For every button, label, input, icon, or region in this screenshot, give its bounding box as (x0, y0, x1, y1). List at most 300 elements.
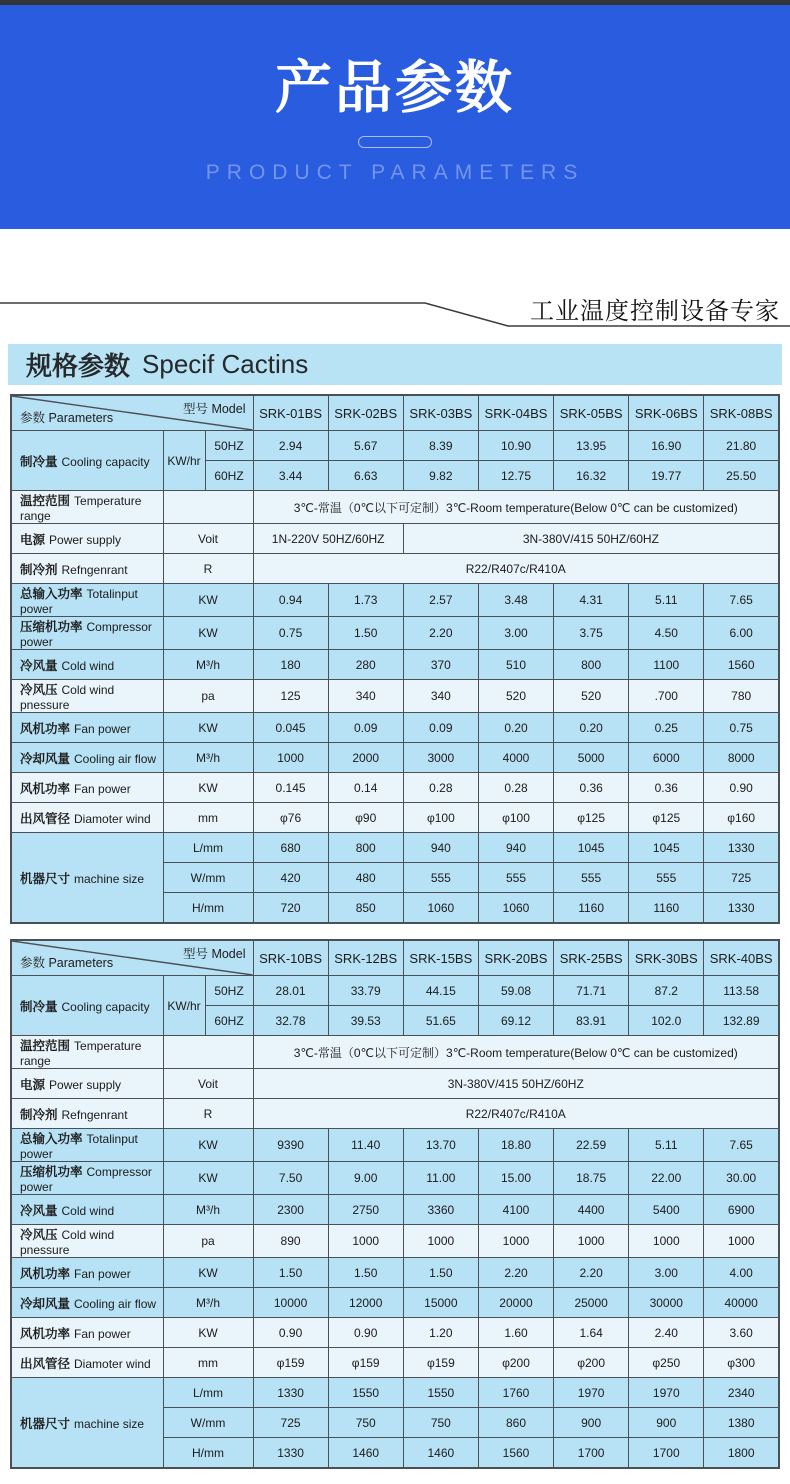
value-cell: φ100 (478, 803, 553, 833)
value-cell: 1000 (328, 1225, 403, 1258)
value-cell: 16.90 (629, 431, 704, 461)
param-label-en: Totalinput power (20, 587, 138, 616)
value-cell: 0.09 (328, 713, 403, 743)
param-label-cell (11, 833, 163, 924)
table-row (11, 1288, 779, 1318)
param-label-cell (11, 976, 163, 1036)
dimension-unit-cell: W/mm (163, 863, 253, 893)
value-cell: 5.11 (629, 1129, 704, 1162)
param-label-en: Power supply (49, 532, 122, 547)
value-cell: 1460 (403, 1438, 478, 1469)
unit-cell: R (163, 554, 253, 584)
value-cell: 3.75 (554, 617, 629, 650)
param-label-en: Cooling air flow (74, 1296, 157, 1311)
value-cell: 2.57 (403, 584, 478, 617)
value-cell: 520 (554, 680, 629, 713)
param-label-en: Refngenrant (61, 562, 128, 577)
table-row (11, 976, 779, 1006)
value-cell: 3.60 (704, 1318, 779, 1348)
section-title-zh: 规格参数 (26, 351, 131, 381)
param-label-cell (11, 1225, 163, 1258)
value-cell: 9.82 (403, 461, 478, 491)
param-label-zh: 电源 (20, 532, 46, 547)
table-row (11, 617, 779, 650)
unit-cell (163, 1036, 253, 1069)
value-cell: 6000 (629, 743, 704, 773)
value-cell: 555 (478, 863, 553, 893)
product-parameters-banner (0, 5, 790, 229)
model-header-cell: SRK-03BS (403, 395, 478, 431)
value-cell: 7.65 (704, 584, 779, 617)
param-label-en: Temperature range (20, 494, 142, 523)
value-cell: 9390 (253, 1129, 328, 1162)
param-label-cell (11, 1099, 163, 1129)
value-cell: 4100 (478, 1195, 553, 1225)
param-label-cell (11, 1318, 163, 1348)
value-cell: 1045 (629, 833, 704, 863)
value-cell: 25.50 (704, 461, 779, 491)
param-label-cell (11, 650, 163, 680)
value-cell: 725 (704, 863, 779, 893)
table-row (11, 431, 779, 461)
dimension-unit-cell: L/mm (163, 833, 253, 863)
param-model-header-cell (11, 940, 253, 976)
unit-cell: pa (163, 1225, 253, 1258)
value-cell: 11.00 (403, 1162, 478, 1195)
value-cell: 1.50 (403, 1258, 478, 1288)
value-cell: φ125 (554, 803, 629, 833)
unit-cell: KW (163, 773, 253, 803)
value-cell: .700 (629, 680, 704, 713)
table-row (11, 1195, 779, 1225)
param-label-zh: 制冷剂 (20, 562, 58, 577)
page-title: 产品参数 (275, 56, 515, 120)
param-label-cell (11, 1288, 163, 1318)
param-label-cell (11, 1378, 163, 1469)
value-cell: 16.32 (554, 461, 629, 491)
table-row (11, 1036, 779, 1069)
param-label-en: Cooling capacity (61, 454, 150, 469)
value-cell: 340 (403, 680, 478, 713)
param-label-zh: 冷风量 (20, 658, 58, 673)
value-cell: 3.48 (478, 584, 553, 617)
value-cell: φ125 (629, 803, 704, 833)
param-label-en: Compressor power (20, 620, 152, 649)
param-label-zh: 机器尺寸 (20, 871, 71, 886)
param-label-en: Cold wind pnessure (20, 683, 115, 712)
value-cell: 20000 (478, 1288, 553, 1318)
param-model-header-cell (11, 395, 253, 431)
value-cell: 1700 (554, 1438, 629, 1469)
table-row (11, 491, 779, 524)
value-cell: 0.145 (253, 773, 328, 803)
dimension-unit-cell: W/mm (163, 1408, 253, 1438)
value-cell: φ159 (253, 1348, 328, 1378)
value-cell: 1000 (629, 1225, 704, 1258)
company-tagline: 工业温度控制设备专家 (530, 298, 780, 325)
model-header-cell: SRK-01BS (253, 395, 328, 431)
param-label-en: Cold wind pnessure (20, 1228, 115, 1257)
value-cell: 13.70 (403, 1129, 478, 1162)
value-cell: 1.20 (403, 1318, 478, 1348)
param-label-en: Temperature range (20, 1039, 142, 1068)
table-row (11, 650, 779, 680)
value-cell: 0.045 (253, 713, 328, 743)
param-label-cell (11, 773, 163, 803)
value-cell: 725 (253, 1408, 328, 1438)
param-label-zh: 风机功率 (20, 1326, 71, 1341)
value-cell: 0.94 (253, 584, 328, 617)
value-cell: 5400 (629, 1195, 704, 1225)
value-cell: 39.53 (328, 1006, 403, 1036)
param-header-label: 参数 Parameters (20, 956, 114, 970)
value-cell: 5.11 (629, 584, 704, 617)
unit-cell: KW (163, 1318, 253, 1348)
value-cell: 2000 (328, 743, 403, 773)
value-cell: 1.60 (478, 1318, 553, 1348)
value-cell: 3.44 (253, 461, 328, 491)
value-cell: 3.00 (629, 1258, 704, 1288)
value-cell: 750 (403, 1408, 478, 1438)
table-row (11, 1378, 779, 1408)
merged-value-cell: R22/R407c/R410A (253, 1099, 779, 1129)
value-cell: 520 (478, 680, 553, 713)
value-cell: 2340 (704, 1378, 779, 1408)
value-cell: 420 (253, 863, 328, 893)
param-label-zh: 总输入功率 (20, 587, 83, 601)
model-header-cell: SRK-15BS (403, 940, 478, 976)
param-label-en: machine size (74, 871, 145, 886)
merged-value-cell: R22/R407c/R410A (253, 554, 779, 584)
unit-cell: KW/hr (163, 976, 205, 1036)
value-cell: 0.28 (403, 773, 478, 803)
unit-cell: M³/h (163, 1288, 253, 1318)
param-label-zh: 冷却风量 (20, 751, 71, 766)
unit-cell: M³/h (163, 743, 253, 773)
value-cell: 1.50 (328, 1258, 403, 1288)
freq-cell: 50HZ (205, 431, 253, 461)
param-label-en: Power supply (49, 1077, 122, 1092)
param-label-zh: 电源 (20, 1077, 46, 1092)
spec-table-1 (10, 394, 780, 924)
unit-cell: M³/h (163, 650, 253, 680)
unit-cell: Voit (163, 524, 253, 554)
unit-cell: pa (163, 680, 253, 713)
param-label-zh: 出风管径 (20, 811, 71, 826)
value-cell: 2.20 (554, 1258, 629, 1288)
value-cell: 5.67 (328, 431, 403, 461)
value-cell: 40000 (704, 1288, 779, 1318)
value-cell: 1560 (704, 650, 779, 680)
value-cell: 125 (253, 680, 328, 713)
param-label-cell (11, 743, 163, 773)
value-cell: 860 (478, 1408, 553, 1438)
value-cell: 1.64 (554, 1318, 629, 1348)
value-cell: 800 (554, 650, 629, 680)
value-cell: 1045 (554, 833, 629, 863)
value-cell: 480 (328, 863, 403, 893)
value-cell: 7.65 (704, 1129, 779, 1162)
unit-cell: R (163, 1099, 253, 1129)
table-row (11, 554, 779, 584)
value-cell: 1550 (328, 1378, 403, 1408)
value-cell: 13.95 (554, 431, 629, 461)
value-cell: 2.40 (629, 1318, 704, 1348)
model-header-label: 型号 Model (182, 402, 246, 416)
value-cell: 30000 (629, 1288, 704, 1318)
value-cell: 890 (253, 1225, 328, 1258)
freq-cell: 60HZ (205, 1006, 253, 1036)
freq-cell: 60HZ (205, 461, 253, 491)
param-label-en: Fan power (74, 781, 131, 796)
table-row (11, 773, 779, 803)
table-row (11, 803, 779, 833)
value-cell: 1330 (704, 893, 779, 924)
unit-cell: KW (163, 1129, 253, 1162)
value-cell: 180 (253, 650, 328, 680)
spec-table-2 (10, 939, 780, 1469)
param-label-zh: 总输入功率 (20, 1132, 83, 1146)
value-cell: 2.94 (253, 431, 328, 461)
value-cell: 22.59 (554, 1129, 629, 1162)
param-label-zh: 冷风量 (20, 1203, 58, 1218)
value-cell: φ100 (403, 803, 478, 833)
param-label-en: Cold wind (61, 1203, 115, 1218)
table-row (11, 395, 779, 431)
param-label-en: Fan power (74, 1326, 131, 1341)
param-label-zh: 风机功率 (20, 721, 71, 736)
value-cell: 0.25 (629, 713, 704, 743)
value-cell: 1000 (403, 1225, 478, 1258)
param-label-en: Diamoter wind (74, 811, 151, 826)
param-label-en: Compressor power (20, 1165, 152, 1194)
value-cell: 1330 (253, 1378, 328, 1408)
value-cell: 1160 (629, 893, 704, 924)
spec-tables-container (10, 394, 780, 1469)
value-cell: 1000 (253, 743, 328, 773)
pill-ornament (358, 136, 432, 148)
table-row (11, 680, 779, 713)
value-cell: 21.80 (704, 431, 779, 461)
model-header-label: 型号 Model (182, 947, 246, 961)
value-cell: 102.0 (629, 1006, 704, 1036)
value-cell: 1060 (478, 893, 553, 924)
value-cell: 15.00 (478, 1162, 553, 1195)
value-cell: 0.28 (478, 773, 553, 803)
model-header-cell: SRK-08BS (704, 395, 779, 431)
param-label-cell (11, 617, 163, 650)
table-row (11, 1225, 779, 1258)
value-cell: 4400 (554, 1195, 629, 1225)
param-label-zh: 冷风压 (20, 1228, 58, 1242)
value-cell: 280 (328, 650, 403, 680)
value-cell: 0.20 (478, 713, 553, 743)
value-cell: 0.90 (704, 773, 779, 803)
value-cell: 7.50 (253, 1162, 328, 1195)
value-cell: 0.75 (253, 617, 328, 650)
model-header-cell: SRK-04BS (478, 395, 553, 431)
value-cell: 18.75 (554, 1162, 629, 1195)
table-row (11, 1069, 779, 1099)
section-title-en: Specif Cactins (142, 349, 309, 379)
value-cell: φ300 (704, 1348, 779, 1378)
unit-cell: mm (163, 803, 253, 833)
value-cell: 4.50 (629, 617, 704, 650)
param-label-cell (11, 803, 163, 833)
dimension-unit-cell: H/mm (163, 893, 253, 924)
model-header-cell: SRK-05BS (554, 395, 629, 431)
unit-cell: KW (163, 1162, 253, 1195)
table-row (11, 833, 779, 863)
value-cell: 1560 (478, 1438, 553, 1469)
param-label-en: Totalinput power (20, 1132, 138, 1161)
value-cell: 0.20 (554, 713, 629, 743)
model-header-cell: SRK-02BS (328, 395, 403, 431)
divider-zone (0, 229, 790, 344)
param-label-en: Diamoter wind (74, 1356, 151, 1371)
value-cell: 370 (403, 650, 478, 680)
param-label-cell (11, 554, 163, 584)
table-row (11, 1318, 779, 1348)
value-cell: 3360 (403, 1195, 478, 1225)
param-label-zh: 风机功率 (20, 781, 71, 796)
value-cell: 1060 (403, 893, 478, 924)
value-cell: 10.90 (478, 431, 553, 461)
value-cell: 5000 (554, 743, 629, 773)
value-cell: 1330 (704, 833, 779, 863)
value-cell: 1000 (554, 1225, 629, 1258)
value-cell: 44.15 (403, 976, 478, 1006)
value-cell: 4.00 (704, 1258, 779, 1288)
page-subtitle: PRODUCT PARAMETERS (205, 160, 585, 184)
table-row (11, 1348, 779, 1378)
value-cell: φ200 (478, 1348, 553, 1378)
param-label-zh: 制冷量 (20, 454, 58, 469)
value-cell: 10000 (253, 1288, 328, 1318)
unit-cell: Voit (163, 1069, 253, 1099)
param-label-zh: 机器尺寸 (20, 1416, 71, 1431)
value-cell: φ160 (704, 803, 779, 833)
value-cell: 4.31 (554, 584, 629, 617)
value-cell: 15000 (403, 1288, 478, 1318)
param-label-cell (11, 431, 163, 491)
param-label-cell (11, 680, 163, 713)
freq-cell: 50HZ (205, 976, 253, 1006)
value-cell: 850 (328, 893, 403, 924)
param-label-zh: 温控范围 (20, 1039, 71, 1053)
param-label-en: Refngenrant (61, 1107, 128, 1122)
table-row (11, 1129, 779, 1162)
value-cell: 19.77 (629, 461, 704, 491)
param-label-cell (11, 1162, 163, 1195)
value-cell: 30.00 (704, 1162, 779, 1195)
value-cell: 555 (629, 863, 704, 893)
model-header-cell: SRK-12BS (328, 940, 403, 976)
value-cell: 680 (253, 833, 328, 863)
value-cell: 0.14 (328, 773, 403, 803)
value-cell: 4000 (478, 743, 553, 773)
value-cell: 6900 (704, 1195, 779, 1225)
value-cell: 3000 (403, 743, 478, 773)
unit-cell: KW (163, 584, 253, 617)
param-label-cell (11, 524, 163, 554)
model-header-cell: SRK-06BS (629, 395, 704, 431)
value-cell: 1700 (629, 1438, 704, 1469)
table-row (11, 584, 779, 617)
value-cell: 83.91 (554, 1006, 629, 1036)
param-label-cell (11, 1195, 163, 1225)
param-label-en: Cooling capacity (61, 999, 150, 1014)
value-cell: 8000 (704, 743, 779, 773)
value-cell: 555 (554, 863, 629, 893)
value-cell: 780 (704, 680, 779, 713)
value-cell: 22.00 (629, 1162, 704, 1195)
param-label-zh: 制冷剂 (20, 1107, 58, 1122)
dimension-unit-cell: L/mm (163, 1378, 253, 1408)
value-cell: 510 (478, 650, 553, 680)
param-label-en: Cooling air flow (74, 751, 157, 766)
param-label-cell (11, 713, 163, 743)
param-label-cell (11, 491, 163, 524)
value-cell: 33.79 (328, 976, 403, 1006)
value-cell: 1000 (478, 1225, 553, 1258)
value-cell: 1.73 (328, 584, 403, 617)
value-cell: 1550 (403, 1378, 478, 1408)
value-cell: 1380 (704, 1408, 779, 1438)
value-cell: 0.90 (328, 1318, 403, 1348)
model-header-cell: SRK-40BS (704, 940, 779, 976)
param-label-zh: 冷却风量 (20, 1296, 71, 1311)
value-cell: φ159 (403, 1348, 478, 1378)
value-cell: 1160 (554, 893, 629, 924)
value-cell: 2.20 (478, 1258, 553, 1288)
stepped-divider-line (0, 229, 790, 344)
table-row (11, 524, 779, 554)
value-cell: 28.01 (253, 976, 328, 1006)
value-cell: 59.08 (478, 976, 553, 1006)
value-cell: 132.89 (704, 1006, 779, 1036)
value-cell: 0.90 (253, 1318, 328, 1348)
value-cell: 800 (328, 833, 403, 863)
model-header-cell: SRK-10BS (253, 940, 328, 976)
value-cell: 12.75 (478, 461, 553, 491)
param-label-zh: 风机功率 (20, 1266, 71, 1281)
merged-value-cell: 3N-380V/415 50HZ/60HZ (253, 1069, 779, 1099)
value-cell: 1970 (629, 1378, 704, 1408)
param-label-cell (11, 584, 163, 617)
unit-cell: KW/hr (163, 431, 205, 491)
table-row (11, 1099, 779, 1129)
table-row (11, 1162, 779, 1195)
table-row (11, 1258, 779, 1288)
value-cell: 1460 (328, 1438, 403, 1469)
value-cell: φ250 (629, 1348, 704, 1378)
model-header-cell: SRK-30BS (629, 940, 704, 976)
value-cell: φ159 (328, 1348, 403, 1378)
value-cell: 1.50 (328, 617, 403, 650)
model-header-cell: SRK-20BS (478, 940, 553, 976)
value-cell: 0.75 (704, 713, 779, 743)
value-cell: 1330 (253, 1438, 328, 1469)
param-label-zh: 冷风压 (20, 683, 58, 697)
value-cell: 6.63 (328, 461, 403, 491)
value-cell: 2750 (328, 1195, 403, 1225)
value-cell: 3.00 (478, 617, 553, 650)
value-cell: φ200 (554, 1348, 629, 1378)
table-row (11, 743, 779, 773)
value-cell: 900 (629, 1408, 704, 1438)
param-label-en: Fan power (74, 721, 131, 736)
